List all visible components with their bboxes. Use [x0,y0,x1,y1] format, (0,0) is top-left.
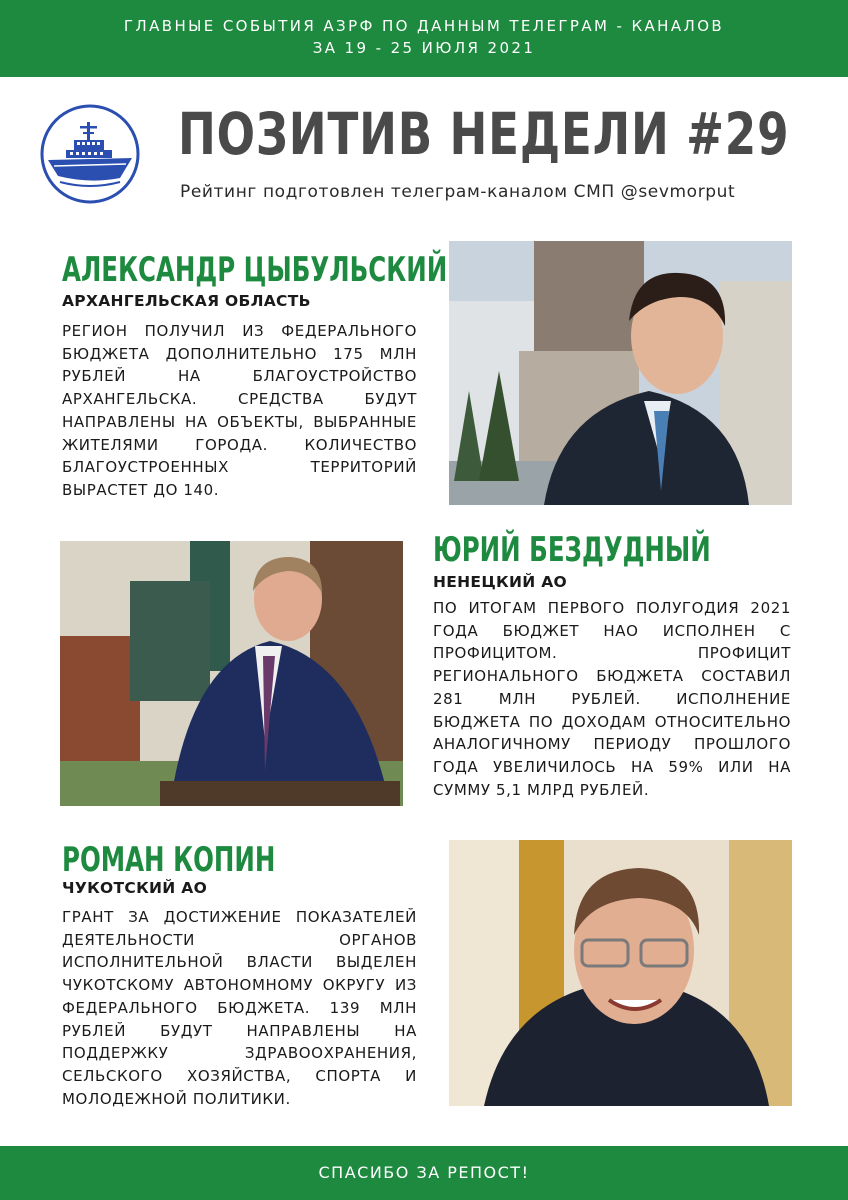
entry-2-name: ЮРИЙ БЕЗДУДНЫЙ [433,530,711,570]
icebreaker-ship-icon [40,104,140,204]
entry-3-name: РОМАН КОПИН [62,840,276,880]
entry-2-photo [60,541,403,806]
header-line-1: ГЛАВНЫЕ СОБЫТИЯ АЗРФ ПО ДАННЫМ ТЕЛЕГРАМ - КАНАЛОВ [123,17,725,35]
entry-1-region: АРХАНГЕЛЬСКАЯ ОБЛАСТЬ [62,292,311,310]
entry-1-photo [449,241,792,505]
entry-2-text: ПО ИТОГАМ ПЕРВОГО ПОЛУГОДИЯ 2021 ГОДА БЮДЖЕТ НАО ИСПОЛНЕН С ПРОФИЦИТОМ. ПРОФИЦИТ РЕГИОНАЛЬНОГО БЮДЖЕТА СОСТАВИЛ 281 МЛН РУБЛЕЙ. ИСПОЛНЕНИЕ БЮДЖЕТА ПО ДОХОДАМ ОТНОСИТЕЛЬНО АНАЛОГИЧНОМУ ПЕРИОДУ ПРОШЛОГО ГОДА УВЕЛИЧИЛОСЬ НА 59% ИЛИ НА СУММУ 5,1 МЛРД РУБЛЕЙ. [433,599,791,799]
entry-3-photo [449,840,792,1106]
entry-1-text: РЕГИОН ПОЛУЧИЛ ИЗ ФЕДЕРАЛЬНОГО БЮДЖЕТА ДОПОЛНИТЕЛЬНО 175 МЛН РУБЛЕЙ НА БЛАГОУСТРОЙСТВО АРХАНГЕЛЬСКА. СРЕДСТВА БУДУТ НАПРАВЛЕНЫ НА ОБЪЕКТЫ, ВЫБРАННЫЕ ЖИТЕЛЯМИ ГОРОДА. КОЛИЧЕСТВО БЛАГОУСТРОЕННЫХ ТЕРРИТОРИЙ ВЫРАСТЕТ ДО 140. [62,322,417,499]
header-line-2: ЗА 19 - 25 ИЮЛЯ 2021 [312,39,536,57]
entry-1-name: АЛЕКСАНДР ЦЫБУЛЬСКИЙ [62,250,448,290]
entry-3-region: ЧУКОТСКИЙ АО [62,879,208,897]
footer-banner: СПАСИБО ЗА РЕПОСТ! [0,1146,848,1200]
page-title: ПОЗИТИВ НЕДЕЛИ #29 [178,100,790,168]
entry-3-text: ГРАНТ ЗА ДОСТИЖЕНИЕ ПОКАЗАТЕЛЕЙ ДЕЯТЕЛЬНОСТИ ОРГАНОВ ИСПОЛНИТЕЛЬНОЙ ВЛАСТИ ВЫДЕЛЕН ЧУКОТСКОМУ АВТОНОМНОМУ ОКРУГУ ИЗ ФЕДЕРАЛЬНОГО БЮДЖЕТА. 139 МЛН РУБЛЕЙ БУДУТ НАПРАВЛЕНЫ НА ПОДДЕРЖКУ ЗДРАВООХРАНЕНИЯ, СЕЛЬСКОГО ХОЗЯЙСТВА, СПОРТА И МОЛОДЕЖНОЙ ПОЛИТИКИ. [62,908,417,1108]
entry-2-region: НЕНЕЦКИЙ АО [433,573,567,591]
page-subtitle: Рейтинг подготовлен телеграм-каналом СМП @sevmorput [180,182,736,202]
top-banner [0,0,848,77]
